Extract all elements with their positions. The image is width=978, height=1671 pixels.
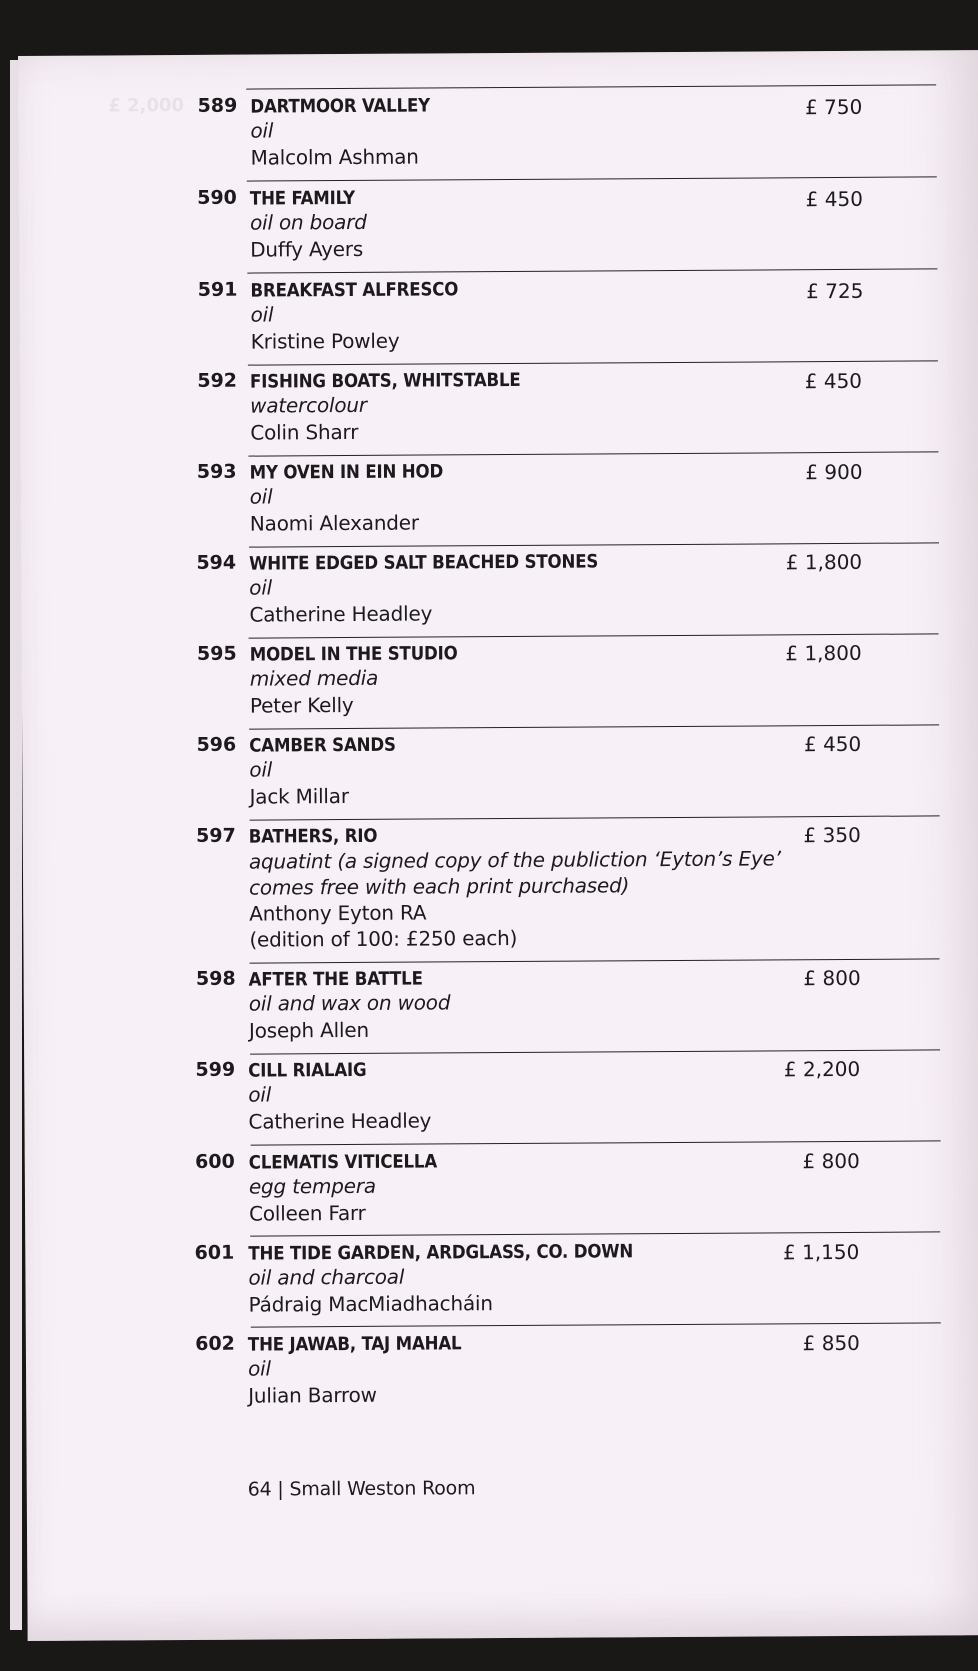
entry-divider <box>248 451 938 456</box>
entry-medium: watercolour <box>250 392 367 418</box>
entry-artist: Naomi Alexander <box>249 510 419 536</box>
entry-number: 597 <box>196 824 236 847</box>
entry-divider <box>249 724 939 729</box>
entry-number: 602 <box>195 1332 235 1355</box>
entry-medium: oil <box>249 575 273 600</box>
footer-separator: | <box>277 1478 284 1501</box>
entry-number: 598 <box>195 967 236 990</box>
entry-title: THE TIDE GARDEN, ARDGLASS, CO. DOWN <box>248 1241 634 1265</box>
entry-divider <box>250 1049 940 1054</box>
entry-price: £ 350 <box>803 822 861 848</box>
entry-number: 596 <box>196 733 237 756</box>
entry-artist: Jack Millar <box>249 783 349 809</box>
entry-price: £ 800 <box>803 965 861 991</box>
entry-medium: oil on board <box>249 209 367 235</box>
catalogue-page <box>18 50 978 1641</box>
entry-title: MY OVEN IN EIN HOD <box>249 461 444 484</box>
entry-artist: Joseph Allen <box>248 1017 369 1043</box>
entry-divider <box>250 815 940 820</box>
entry-artist: Anthony Eyton RA <box>249 900 427 926</box>
entry-artist: Kristine Powley <box>250 328 400 354</box>
entry-artist: Malcolm Ashman <box>250 144 419 170</box>
entry-title: WHITE EDGED SALT BEACHED STONES <box>249 551 599 575</box>
entry-medium: oil <box>249 484 273 509</box>
entry-divider <box>249 633 939 638</box>
entry-divider <box>250 1231 940 1236</box>
entry-artist: Colleen Farr <box>249 1200 366 1226</box>
entry-divider <box>249 542 939 547</box>
section-name: Small Weston Room <box>289 1477 476 1501</box>
entry-artist: Peter Kelly <box>249 692 354 718</box>
entry-title: DARTMOOR VALLEY <box>250 95 431 118</box>
entry-price: £ 750 <box>804 94 863 120</box>
entry-price: £ 450 <box>803 731 862 757</box>
entry-title: THE FAMILY <box>249 187 356 210</box>
entry-medium: oil <box>250 302 274 327</box>
entry-medium: egg tempera <box>248 1173 376 1199</box>
entry-price: £ 725 <box>806 278 864 304</box>
entry-medium: oil <box>248 1082 272 1107</box>
entry-price: £ 850 <box>802 1330 860 1356</box>
entry-title: BREAKFAST ALFRESCO <box>250 279 459 302</box>
entry-title: FISHING BOATS, WHITSTABLE <box>249 369 521 393</box>
entry-price: £ 1,800 <box>785 549 863 575</box>
entry-divider <box>250 958 940 963</box>
entry-price: £ 450 <box>805 186 863 212</box>
entry-medium: oil <box>250 118 274 143</box>
entry-number: 593 <box>196 460 237 483</box>
entry-title: CAMBER SANDS <box>249 734 396 757</box>
entry-artist: Colin Sharr <box>250 419 359 445</box>
entry-number: 594 <box>196 551 237 574</box>
entry-medium: oil <box>247 1356 271 1381</box>
entry-divider <box>247 268 937 273</box>
entry-medium: oil <box>249 757 273 782</box>
entry-number: 592 <box>197 369 238 392</box>
entry-title: BATHERS, RIO <box>248 825 378 848</box>
entry-title: THE JAWAB, TAJ MAHAL <box>247 1333 462 1356</box>
page-number: 64 <box>247 1478 272 1501</box>
entry-medium-continued: comes free with each print purchased) <box>249 873 630 900</box>
entry-number: 601 <box>194 1241 235 1264</box>
entry-medium: aquatint (a signed copy of the publiction ‘Eyton’s Eye’ <box>248 846 781 874</box>
entry-artist: Duffy Ayers <box>250 236 364 262</box>
entry-number: 599 <box>195 1058 236 1081</box>
entry-title: CILL RIALAIG <box>248 1059 367 1082</box>
entry-medium: mixed media <box>249 665 379 691</box>
entry-artist: Julian Barrow <box>248 1382 377 1408</box>
entry-price: £ 800 <box>802 1148 860 1174</box>
entry-number: 600 <box>195 1150 235 1173</box>
entry-medium: oil and charcoal <box>248 1264 405 1290</box>
page-footer <box>248 1477 476 1500</box>
entry-title: AFTER THE BATTLE <box>248 968 423 991</box>
entry-divider <box>247 176 937 181</box>
entry-artist: Pádraig MacMiadhacháin <box>248 1291 493 1317</box>
entry-price: £ 1,150 <box>782 1239 860 1265</box>
entry-price: £ 450 <box>804 368 863 394</box>
entry-artist: Catherine Headley <box>249 601 433 627</box>
entry-divider <box>248 360 938 365</box>
entry-price: £ 900 <box>805 459 863 485</box>
entry-divider <box>251 1140 941 1145</box>
entry-divider <box>246 84 936 89</box>
entry-number: 595 <box>196 642 237 665</box>
entry-title: MODEL IN THE STUDIO <box>249 643 458 666</box>
entry-edition: (edition of 100: £250 each) <box>249 925 518 952</box>
entry-number: 589 <box>197 94 238 117</box>
entry-artist: Catherine Headley <box>248 1108 432 1134</box>
entry-price: £ 1,800 <box>785 640 862 666</box>
entry-number: 590 <box>197 186 237 209</box>
entry-medium: oil and wax on wood <box>248 990 451 1016</box>
entry-divider <box>251 1322 941 1327</box>
bleed-through: £ 2,000 <box>108 94 185 117</box>
entry-price: £ 2,200 <box>783 1056 861 1082</box>
entry-number: 591 <box>197 278 238 301</box>
entry-title: CLEMATIS VITICELLA <box>248 1151 438 1174</box>
